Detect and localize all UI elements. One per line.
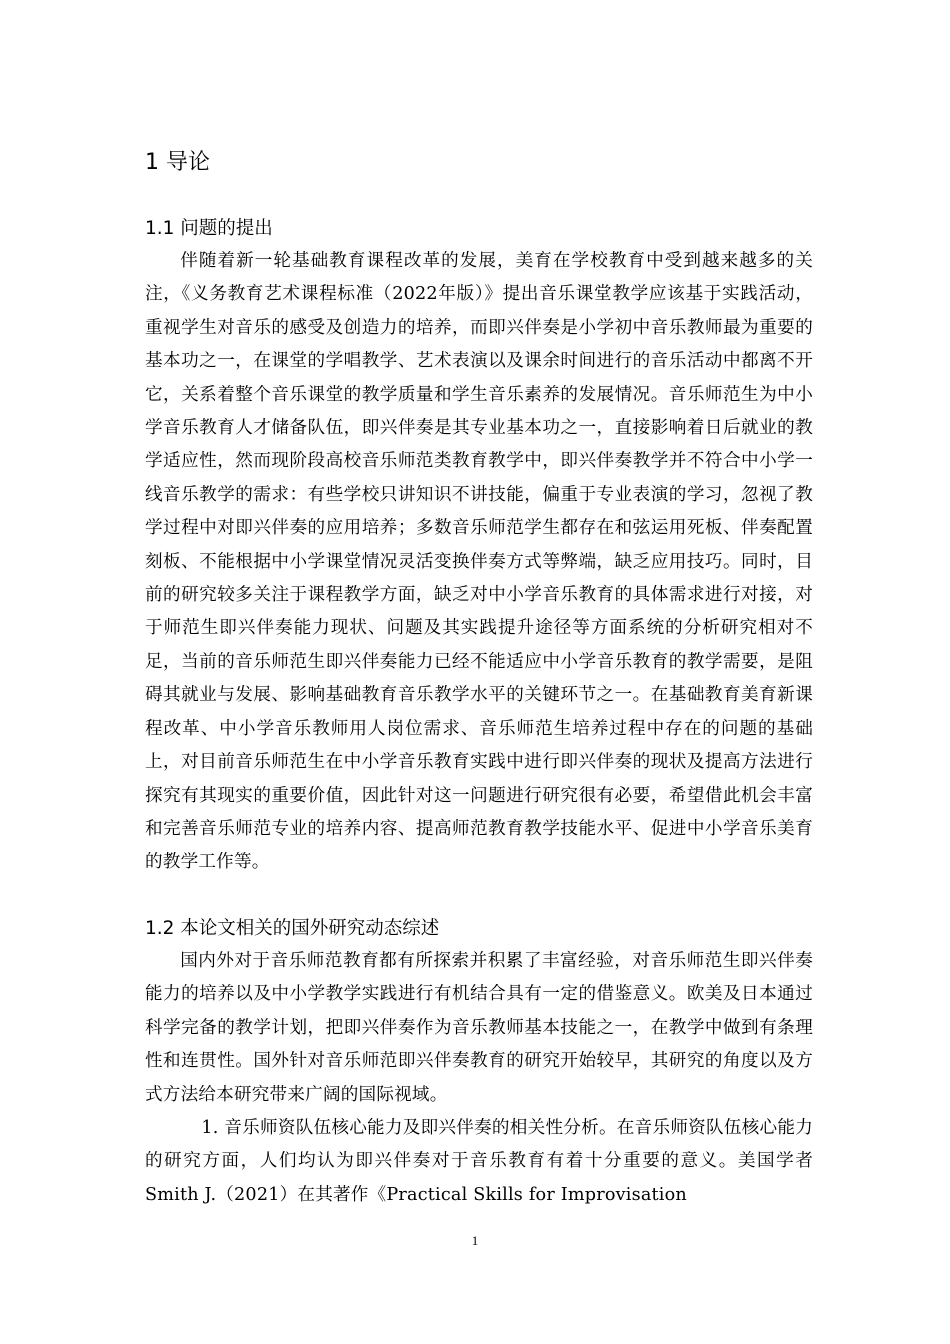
section-heading-1-1: 1.1 问题的提出 bbox=[145, 218, 273, 239]
list-item-1: 1. 音乐师资队伍核心能力及即兴伴奏的相关性分析。在音乐师资队伍核心能力的研究方面，人们均认为即兴伴奏对于音乐教育有着十分重要的意义。美国学者Smith J.（2021）在其著作《Practical Skills for Improvisation bbox=[145, 1118, 813, 1205]
page-number: 1 bbox=[471, 1233, 479, 1248]
chapter-heading: 1 导论 bbox=[145, 150, 210, 175]
paragraph-problem-statement: 伴随着新一轮基础教育课程改革的发展，美育在学校教育中受到越来越多的关注，《义务教育艺术课程标准（2022年版）》提出音乐课堂教学应该基于实践活动，重视学生对音乐的感受及创造力的培养，而即兴伴奏是小学初中音乐教师最为重要的基本功之一，在课堂的学唱教学、艺术表演以及课余时间进行的音乐活动中都离不开它，关系着整个音乐课堂的教学质量和学生音乐素养的发展情况。音乐师范生为中小学音乐教育人才储备队伍，即兴伴奏是其专业基本功之一，直接影响着日后就业的教学适应性，然而现阶段高校音乐师范类教育教学中，即兴伴奏教学并不符合中小学一线音乐教学的需求：有些学校只讲知识不讲技能，偏重于专业表演的学习，忽视了教学过程中对即兴伴奏的应用培养；多数音乐师范学生都存在和弦运用死板、伴奏配置刻板、不能根据中小学课堂情况灵活变换伴奏方式等弊端，缺乏应用技巧。同时，目前的研究较多关注于课程教学方面，缺乏对中小学音乐教育的具体需求进行对接，对于师范生即兴伴奏能力现状、问题及其实践提升途径等方面系统的分析研究相对不足，当前的音乐师范生即兴伴奏能力已经不能适应中小学音乐教育的教学需要，是阻碍其就业与发展、影响基础教育音乐教学水平的关键环节之一。在基础教育美育新课程改革、中小学音乐教师用人岗位需求、音乐师范生培养过程中存在的问题的基础上，对目前音乐师范生在中小学音乐教育实践中进行即兴伴奏的现状及提高方法进行探究有其现实的重要价值，因此针对这一问题进行研究很有必要，希望借此机会丰富和完善音乐师范专业的培养内容、提高师范教育教学技能水平、促进中小学音乐美育的教学工作等。 bbox=[145, 251, 813, 873]
section-1-2-body bbox=[145, 945, 813, 1212]
section-heading-1-2: 1.2 本论文相关的国外研究动态综述 bbox=[145, 918, 440, 939]
section-1-1-body bbox=[145, 245, 813, 880]
paragraph-foreign-research-overview: 国内外对于音乐师范教育都有所探索并积累了丰富经验，对音乐师范生即兴伴奏能力的培养以及中小学教学实践进行有机结合具有一定的借鉴意义。欧美及日本通过科学完备的教学计划，把即兴伴奏作为音乐教师基本技能之一，在教学中做到有条理性和连贯性。国外针对音乐师范即兴伴奏教育的研究开始较早，其研究的角度以及方式方法给本研究带来广阔的国际视域。 bbox=[145, 951, 813, 1105]
